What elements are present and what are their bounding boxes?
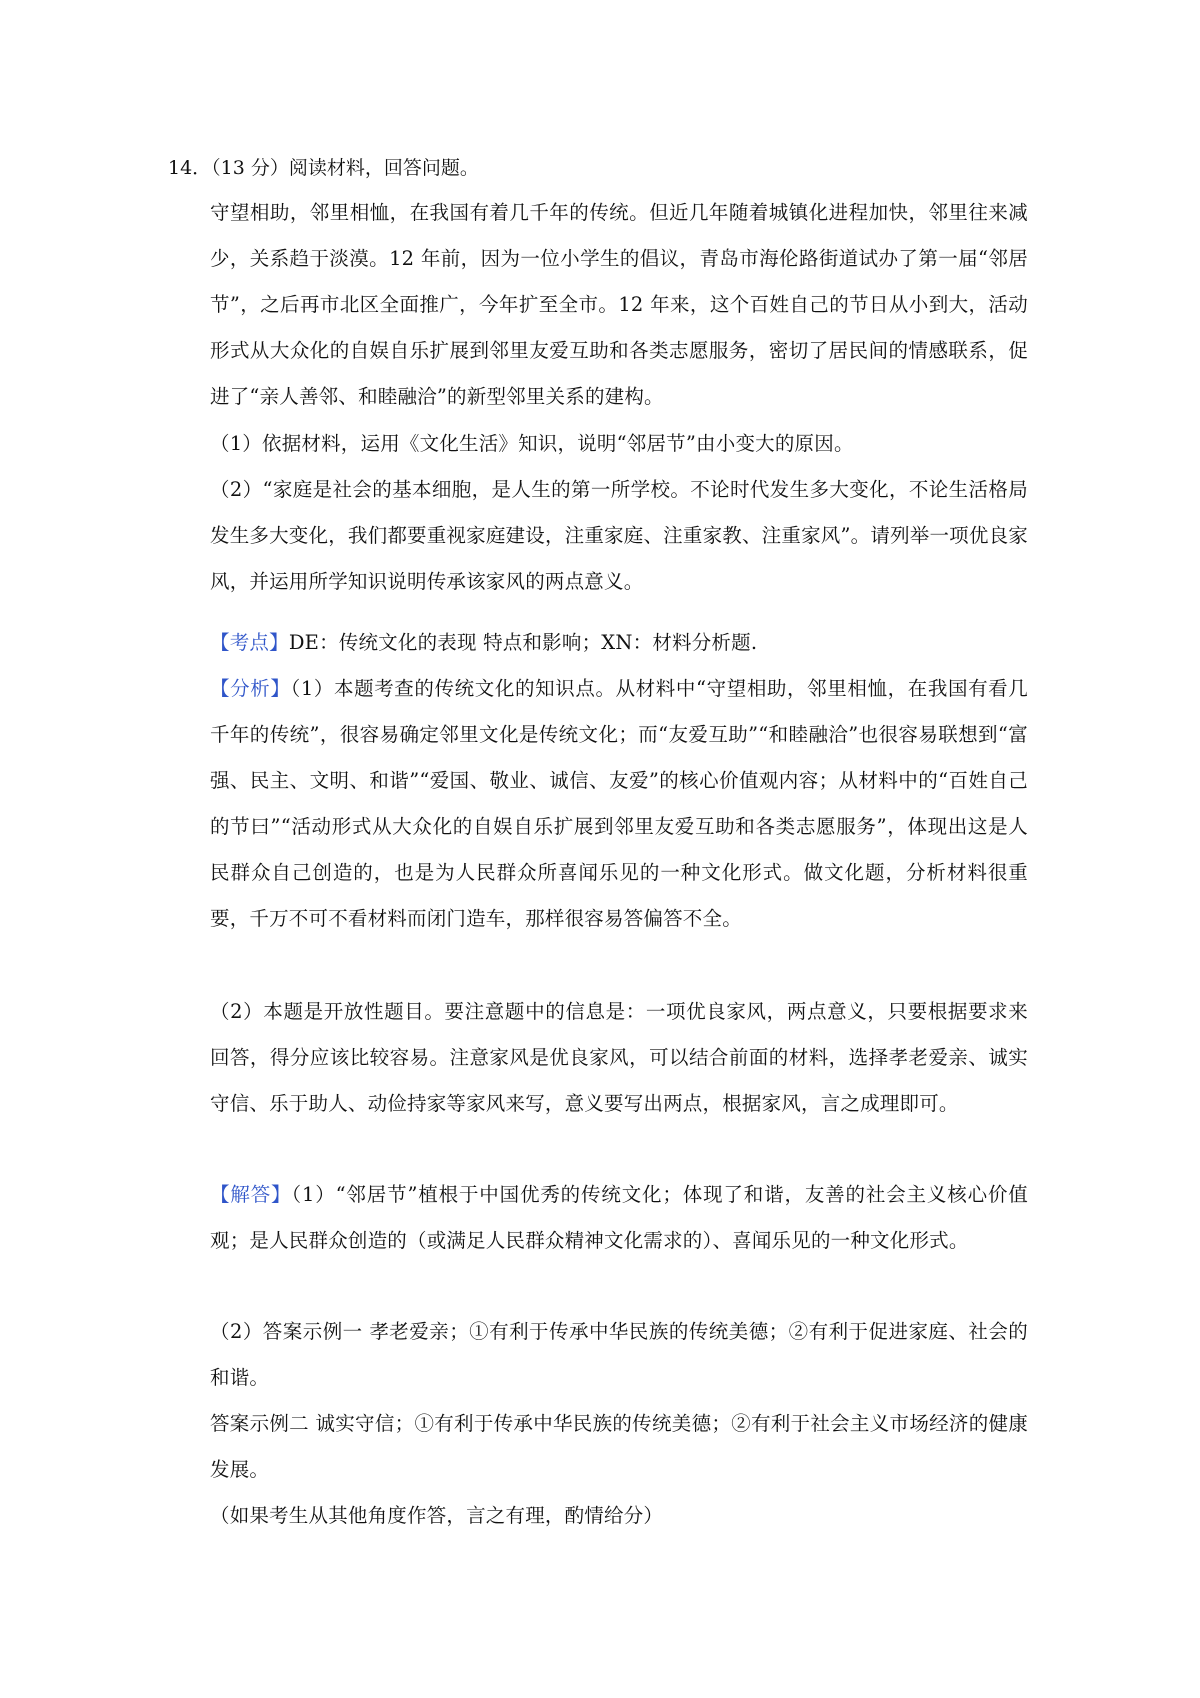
- sub-question-2: （2）“家庭是社会的基本细胞，是人生的第一所学校。不论时代发生多大变化，不论生活格局发生多大变化，我们都要重视家庭建设，注重家庭、注重家教、注重家风”。请列举一项优良家风，并运用所学知识说明传承该家风的两点意义。: [210, 478, 1028, 593]
- jieda-paragraph-2: （2）答案示例一 孝老爱亲；①有利于传承中华民族的传统美德；②有利于促进家庭、社会的和谐。: [210, 1320, 1028, 1389]
- fenxi-paragraph-1: （1）本题考查的传统文化的知识点。从材料中“守望相助，邻里相恤，在我国有看几千年的传统”，很容易确定邻里文化是传统文化；而“友爱互助”“和睦融洽”也很容易联想到“富强、民主、文明、和谐”“爱国、敬业、诚信、友爱”的核心价值观内容；从材料中的“百姓自己的节曰”“活动形式从大众化的自娱自乐扩展到邻里友爱互助和各类志愿服务”，体现出这是人民群众自己创造的，也是为人民群众所喜闻乐见的一种文化形式。做文化题，分析材料很重要，千万不可不看材料而闭门造车，那样很容易答偏答不全。: [210, 677, 1028, 930]
- jieda-paragraph-3: 答案示例二 诚实守信；①有利于传承中华民族的传统美德；②有利于社会主义市场经济的健康发展。: [210, 1412, 1028, 1481]
- jieda-note: （如果考生从其他角度作答，言之有理，酌情给分）: [210, 1504, 664, 1527]
- fenxi-tag: 【分析】: [210, 677, 291, 700]
- question-header: 14．（13 分）阅读材料，回答问题。: [168, 157, 479, 179]
- sub-question-1: （1）依据材料，运用《文化生活》知识，说明“邻居节”由小变大的原因。: [210, 432, 854, 455]
- fenxi-section: [210, 666, 1028, 942]
- jieda-section: [210, 1172, 1028, 1264]
- material-paragraph: 守望相助，邻里相恤，在我国有着几千年的传统。但近几年随着城镇化进程加快，邻里往来减少，关系趋于淡漠。12 年前，因为一位小学生的倡议，青岛市海伦路街道试办了第一届“邻居节”，之后再市北区全面推广，今年扩至全市。12 年来，这个百姓自己的节日从小到大，活动形式从大众化的自娱自乐扩展到邻里友爱互助和各类志愿服务，密切了居民间的情感联系，促进了“亲人善邻、和睦融洽”的新型邻里关系的建构。: [210, 201, 1028, 408]
- jieda-paragraph-1: （1）“邻居节”植根于中国优秀的传统文化；体现了和谐，友善的社会主义核心价值观；是人民群众创造的（或满足人民群众精神文化需求的）、喜闻乐见的一种文化形式。: [210, 1183, 1028, 1252]
- kaodian-section: [210, 620, 1028, 666]
- kaodian-text: DE：传统文化的表现 特点和影响；XN：材料分析题.: [288, 631, 758, 654]
- kaodian-tag: 【考点】: [210, 631, 289, 654]
- jieda-tag: 【解答】: [210, 1183, 292, 1206]
- fenxi-paragraph-2: （2）本题是开放性题目。要注意题中的信息是：一项优良家风，两点意义，只要根据要求来回答，得分应该比较容易。注意家风是优良家风，可以结合前面的材料，选择孝老爱亲、诚实守信、乐于助人、动俭持家等家风来写，意义要写出两点，根据家风，言之成理即可。: [210, 1000, 1028, 1115]
